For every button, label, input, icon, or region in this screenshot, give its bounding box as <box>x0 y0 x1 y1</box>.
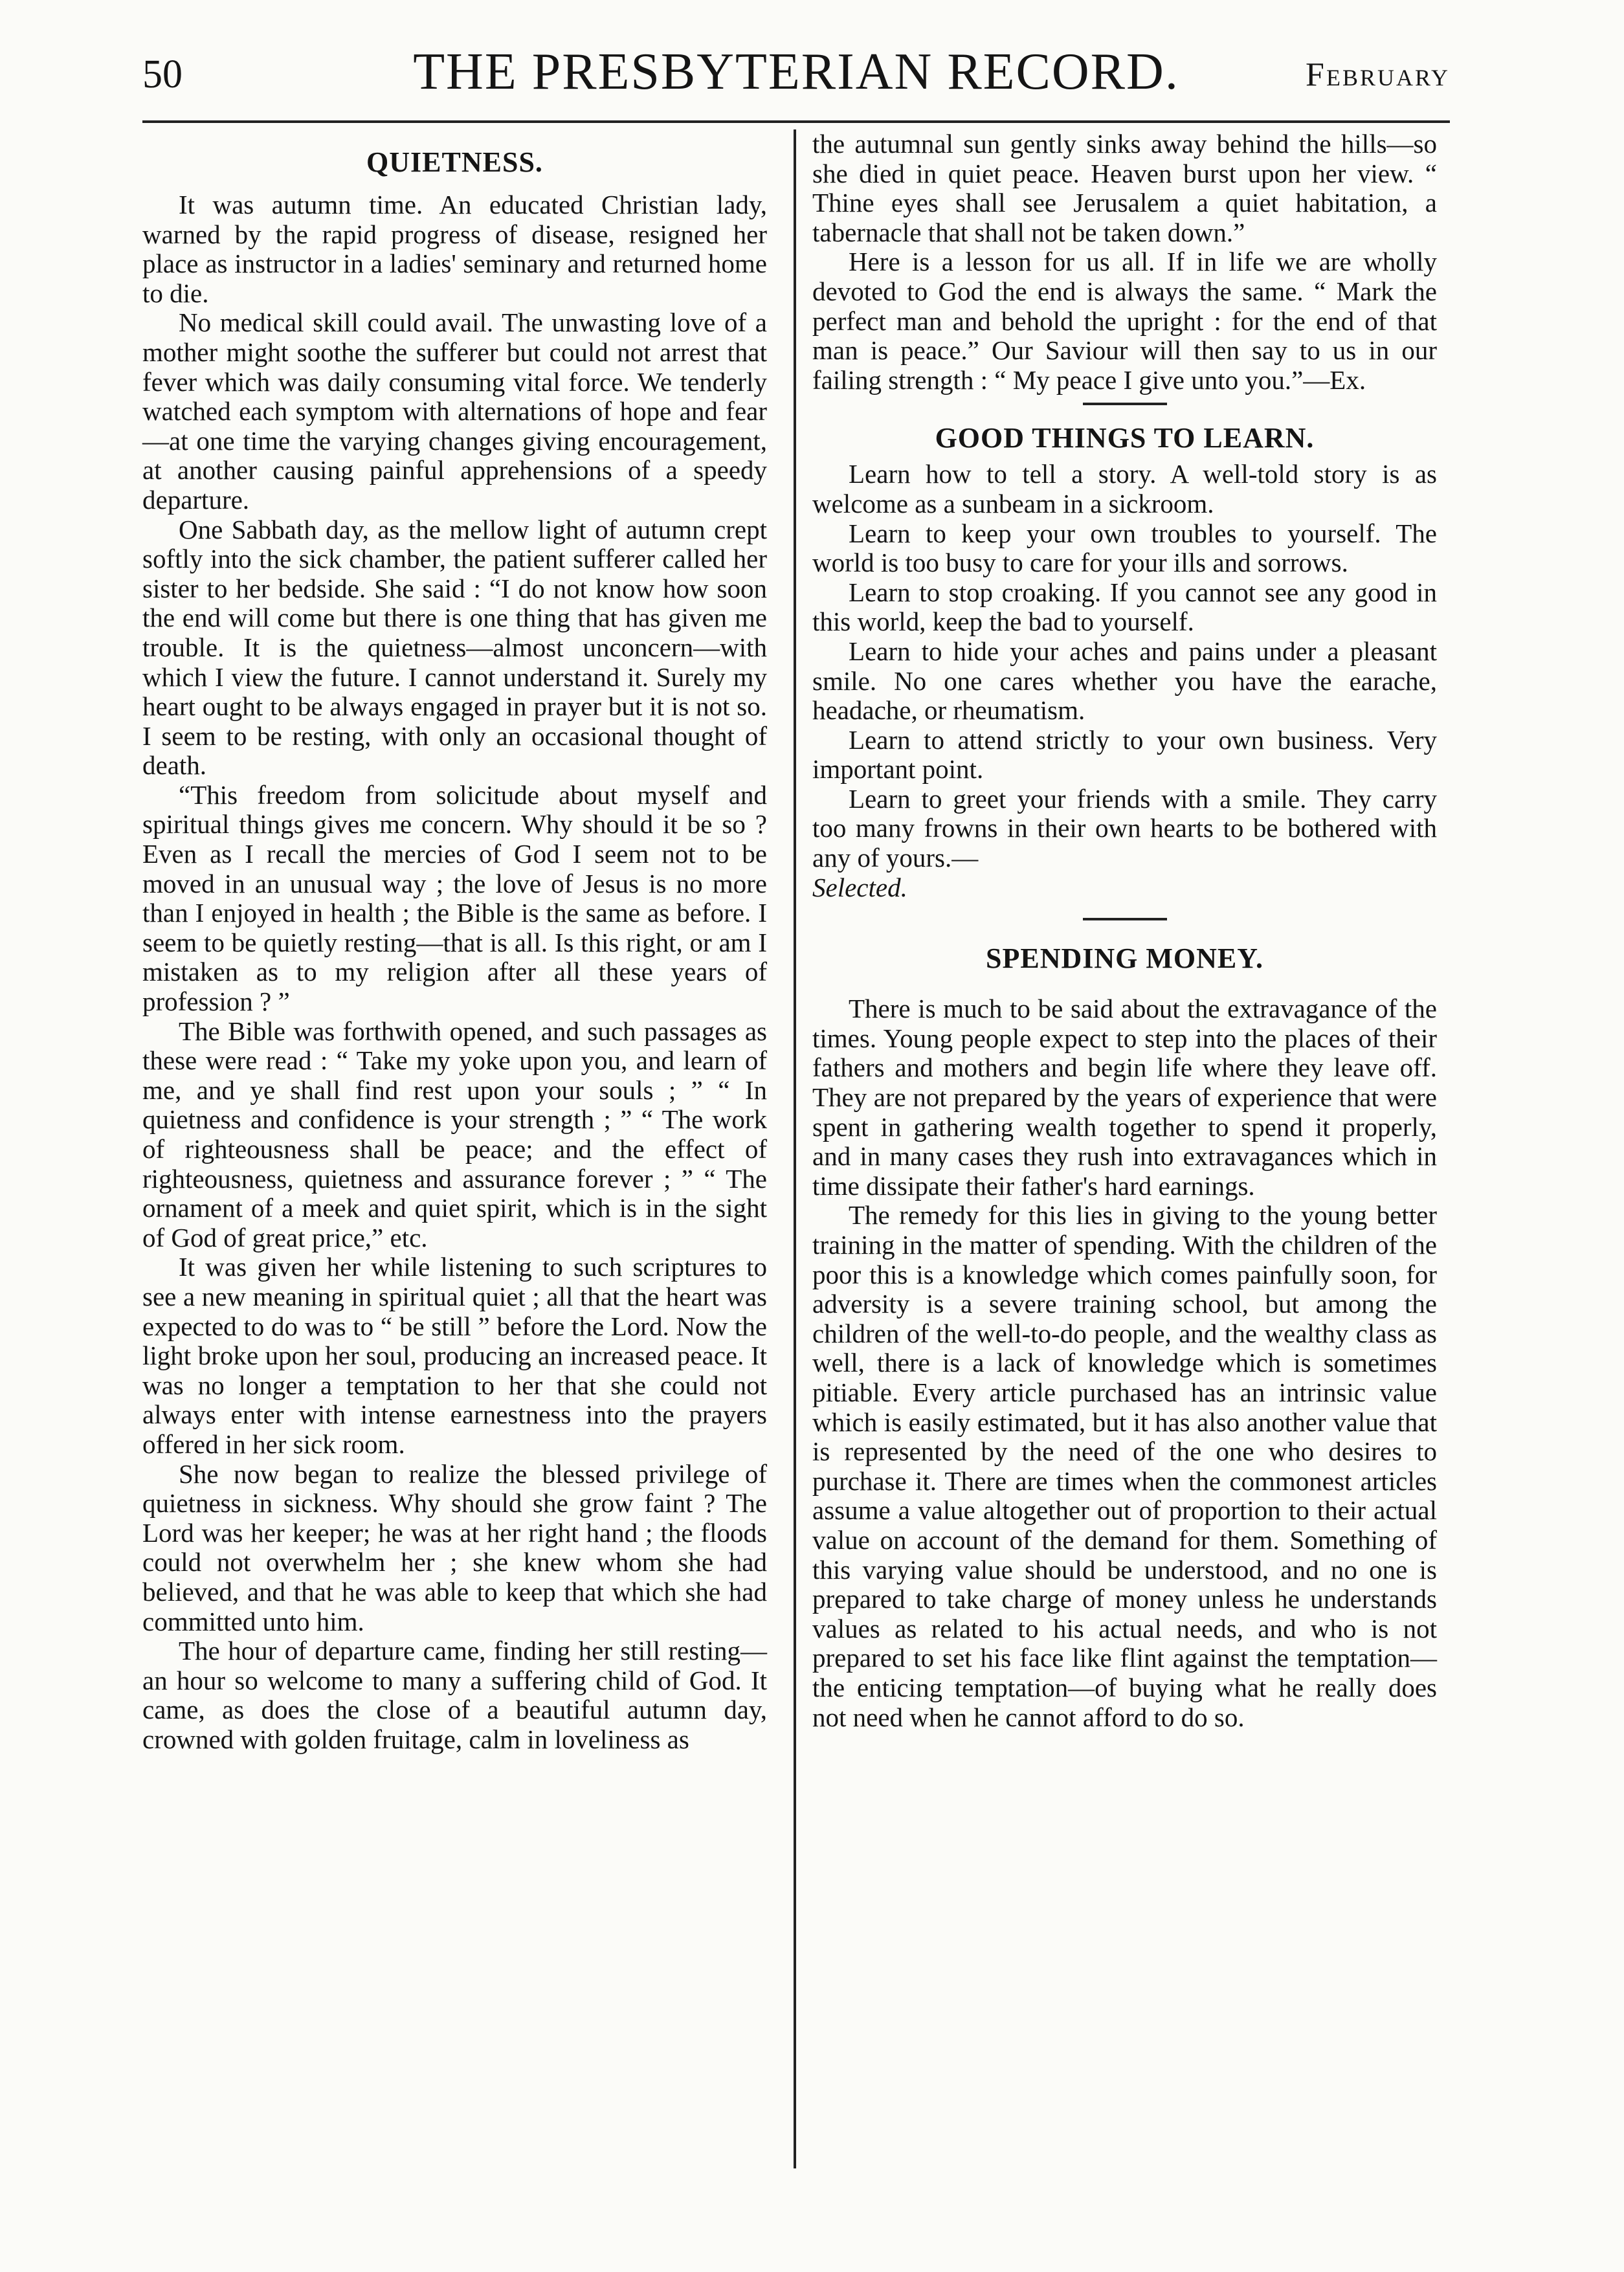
paragraph: Learn how to tell a story. A well-told story is as welcome as a sunbeam in a sickroom. <box>812 459 1437 518</box>
issue-month: February <box>1306 56 1450 93</box>
paragraph: It was autumn time. An educated Christian lady, warned by the rapid progress of disease, resigned her place as instructor in a ladies' seminary and returned home to die. <box>142 190 767 308</box>
publication-title: THE PRESBYTERIAN RECORD. <box>413 43 1179 100</box>
byline: Selected. <box>812 872 907 902</box>
paragraph: “This freedom from solicitude about myself and spiritual things gives me concern. Why should it be so ? Even as I recall the mercies of God I seem not to be moved in an unusual way ; the love of Jesus is no more than I enjoyed in health ; the Bible is the same as before. I seem to be quietly resting—that is all. Is this right, or am I mistaken as to my religion after all these years of profession ? ” <box>142 779 767 1017</box>
left-column <box>142 129 767 1754</box>
paragraph: Learn to keep your own troubles to yourself. The world is too busy to care for your ills and sorrows. <box>812 518 1437 578</box>
paragraph: Learn to stop croaking. If you cannot see any good in this world, keep the bad to yourself. <box>812 577 1437 637</box>
paragraph: One Sabbath day, as the mellow light of autumn crept softly into the sick chamber, the patient sufferer called her sister to her bedside. She said : “I do not know how soon the end will come but there is one thing that has given me trouble. It is the quietness—almost unconcern—with which I view the future. I cannot understand it. Surely my heart ought to be always engaged in prayer but it is not so. I seem to be resting, with only an occasional thought of death. <box>142 514 767 781</box>
column-divider <box>794 129 796 2168</box>
paragraph: Learn to attend strictly to your own business. Very important point. <box>812 724 1437 785</box>
article-title-good-things: GOOD THINGS TO LEARN. <box>935 422 1315 454</box>
header-rule <box>142 120 1450 123</box>
paragraph: Here is a lesson for us all. If in life we are wholly devoted to God the end is always the same. “ Mark the perfect man and behold the upright : for the end of that man is peace.” Our Saviour will then say to us in our failing strength : “ My peace I give unto you.”—Ex. <box>812 247 1437 395</box>
paragraph-continued: the autumnal sun gently sinks away behind the hills—so she died in quiet peace. Heaven burst upon her view. “ Thine eyes shall see Jerusalem a quiet habitation, a tabernacle that shall not be taken down.” <box>812 129 1437 247</box>
paragraph: The hour of departure came, finding her still resting—an hour so welcome to many a suffering child of God. It came, as does the close of a beautiful autumn day, crowned with golden fruitage, calm in loveliness as <box>142 1636 767 1754</box>
paragraph: No medical skill could avail. The unwasting love of a mother might soothe the sufferer but could not arrest that fever which was daily consuming vital force. We tenderly watched each symptom with alternations of hope and fear—at one time the varying changes giving encouragement, at another causing painful apprehensions of a speedy departure. <box>142 307 767 515</box>
paragraph: She now began to realize the blessed privilege of quietness in sickness. Why should she grow faint ? The Lord was her keeper; he was at her right hand ; the floods could not overwhelm her ; she knew whom she had believed, and that he was able to keep that which she had committed unto him. <box>142 1458 767 1636</box>
page-number: 50 <box>142 52 183 96</box>
paragraph: The Bible was forthwith opened, and such passages as these were read : “ Take my yoke upon you, and learn of me, and ye shall find rest upon your souls ; ” “ In quietness and confidence is your strength ; ” “ The work of righteousness shall be peace; and the effect of righteousness, quietness and assurance forever ; ” “ The ornament of a meek and quiet spirit, which is in the sight of God of great price,” etc. <box>142 1016 767 1253</box>
paragraph: There is much to be said about the extravagance of the times. Young people expect to step into the places of their fathers and mothers and begin life where they leave off. They are not prepared by the years of experience that were spent in gathering wealth together to spend it properly, and in many cases they rush into extravagances which in time dissipate their father's hard earnings. <box>812 994 1437 1201</box>
article-title-quietness: QUIETNESS. <box>366 146 543 178</box>
section-separator <box>1083 918 1167 920</box>
paragraph: It was given her while listening to such scriptures to see a new meaning in spiritual quiet ; all that the heart was expected to do was to “ be still ” before the Lord. Now the light broke upon her soul, producing an increased peace. It was no longer a temptation to her that she could not always enter with intense earnestness into the prayers offered in her sick room. <box>142 1252 767 1459</box>
paragraph: The remedy for this lies in giving to the young better training in the matter of spending. With the children of the poor this is a knowledge which comes painfully soon, for adversity is a severe training school, but among the children of the well-to-do people, and the wealthy class as well, there is a lack of knowledge which is sometimes pitiable. Every article purchased has an intrinsic value which is easily estimated, but it has also another value that is represented by the need of the one who desires to purchase it. There are times when the commonest articles assume a value altogether out of proportion to their actual value on account of the demand for them. Something of this varying value should be understood, and no one is prepared to take charge of money unless he understands values as related to his actual needs, and who is not prepared to set his face like flint against the temptation—the enticing temptation—of buying what he really does not need when he cannot afford to do so. <box>812 1200 1437 1732</box>
paragraph: Learn to hide your aches and pains under a pleasant smile. No one cares whether you have the earache, headache, or rheumatism. <box>812 636 1437 726</box>
paragraph: Learn to greet your friends with a smile. They carry too many frowns in their own hearts to be bothered with any of yours.— <box>812 783 1437 873</box>
section-separator <box>1083 403 1167 405</box>
page-header <box>142 43 1450 114</box>
article-title-spending-money: SPENDING MONEY. <box>986 942 1263 975</box>
right-column <box>812 129 1437 1732</box>
